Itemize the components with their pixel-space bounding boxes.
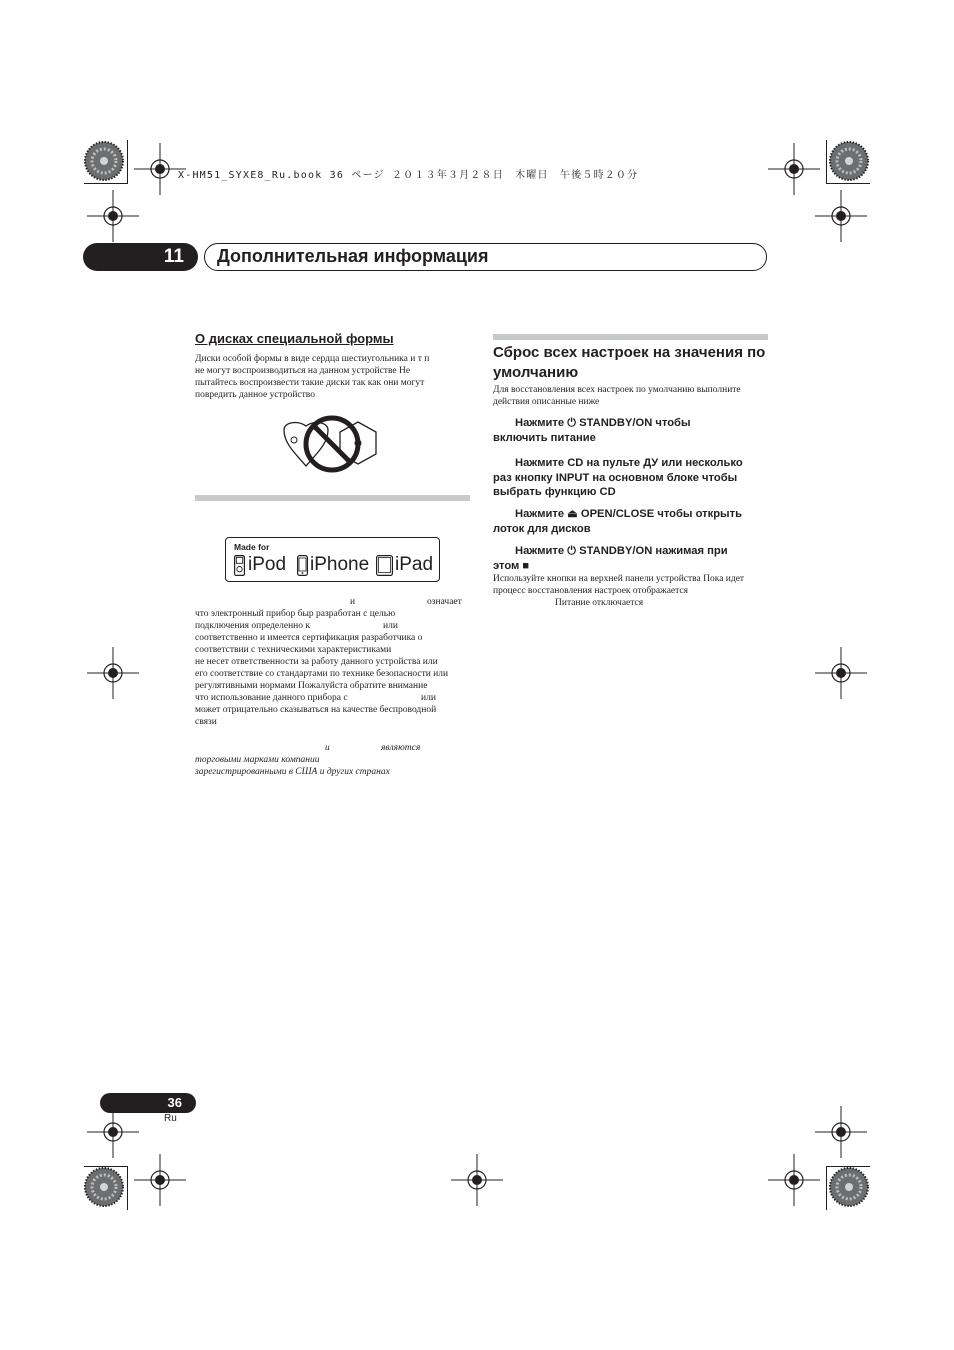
page-number: 36 — [100, 1093, 196, 1113]
registration-mark-icon — [134, 1154, 186, 1206]
crop-mark — [84, 183, 128, 184]
ipod-icon — [234, 555, 245, 576]
text-line: торговыми марками компании — [195, 755, 320, 765]
crop-mark — [127, 140, 128, 184]
text-line: связи — [195, 717, 217, 727]
color-target-icon — [829, 1167, 869, 1207]
print-header: X-HM51_SYXE8_Ru.book 36 ページ ２０１３年３月２８日 木曜日 午後５時２０分 — [178, 170, 639, 181]
step-line: Нажмите ⏻ STANDBY/ON нажимая при — [515, 545, 728, 557]
text-line: подключения определенно к — [195, 621, 310, 631]
language-code: Ru — [164, 1113, 177, 1124]
registration-mark-icon — [815, 190, 867, 242]
step-line: Нажмите ⏏ OPEN/CLOSE чтобы открыть — [515, 508, 742, 520]
legal-paragraph — [195, 608, 448, 728]
text-line: пытайтесь воспроизвести такие диски так как они могут — [195, 378, 425, 388]
text-line: может отрицательно сказываться на качестве беспроводной — [195, 705, 437, 715]
step-line: Нажмите CD на пульте ДУ или несколько — [515, 457, 743, 469]
text-line: не могут воспроизводиться на данном устройстве Не — [195, 366, 411, 376]
trademark-connector: и — [325, 743, 330, 753]
text-line: не несет ответственности за работу данного устройства или — [195, 657, 438, 667]
ipad-label: iPad — [395, 554, 434, 575]
crop-mark — [826, 1166, 827, 1210]
color-target-icon — [84, 1167, 124, 1207]
text-line: соответствии с техническими характеристиками — [195, 645, 392, 655]
registration-mark-icon — [451, 1154, 503, 1206]
made-for-ipod-badge — [225, 537, 440, 582]
reset-step-2 — [493, 456, 773, 500]
registration-mark-icon — [768, 1154, 820, 1206]
step-line: лоток для дисков — [493, 522, 591, 535]
ipad-icon — [376, 555, 393, 576]
text-line: зарегистрированными в США и других странах — [195, 767, 390, 777]
legal-connector: или — [421, 693, 436, 703]
legal-connector: означает — [427, 597, 462, 607]
crop-mark — [127, 1166, 128, 1210]
legal-connector: и — [350, 597, 356, 607]
step-line: раз кнопку INPUT на основном блоке чтобы — [493, 471, 738, 484]
section-divider — [195, 495, 470, 501]
text-line: Диски особой формы в виде сердца шестиугольника и т п — [195, 354, 430, 364]
step-line: выбрать функцию CD — [493, 486, 616, 498]
crop-mark — [826, 183, 870, 184]
text-line: действия описанные ниже — [493, 397, 600, 407]
text-line: Питание отключается — [555, 598, 644, 608]
step-line: этом ■ — [493, 559, 530, 572]
section-heading-special-discs: О дисках специальной формы — [195, 331, 394, 346]
trademark-notice — [195, 754, 390, 778]
text-line: его соответствие со стандартами по технике безопасности или — [195, 669, 449, 679]
section-divider — [493, 334, 768, 340]
trademark-connector: являются — [381, 743, 421, 753]
iphone-label: iPhone — [310, 554, 370, 575]
section-heading-reset: Сброс всех настроек на значения по умолчанию — [493, 344, 766, 381]
chapter-title: Дополнительная информация — [204, 243, 767, 271]
registration-mark-icon — [768, 143, 820, 195]
text-line: что электронный прибор быр разработан с целью — [195, 609, 396, 619]
crop-mark — [826, 140, 827, 184]
text-line: что использование данного прибора с — [195, 693, 348, 703]
text-line: процесс восстановления настроек отображается — [493, 586, 688, 596]
color-target-icon — [84, 141, 124, 181]
reset-step-1 — [493, 416, 773, 445]
text-line: соответственно и имеется сертификация разработчика о — [195, 633, 423, 643]
reset-note — [493, 573, 744, 609]
crop-mark — [826, 1166, 870, 1167]
no-special-discs-icon — [276, 414, 388, 474]
legal-connector: или — [383, 621, 398, 631]
registration-mark-icon — [87, 190, 139, 242]
text-line: Для восстановления всех настроек по умолчанию выполните — [493, 385, 741, 395]
registration-mark-icon — [815, 647, 867, 699]
step-line: Нажмите ⏻ STANDBY/ON чтобы — [515, 417, 691, 429]
text-line: Используйте кнопки на верхней панели устройства Пока идет — [493, 574, 745, 584]
special-discs-paragraph — [195, 353, 429, 401]
reset-intro — [493, 384, 741, 408]
made-for-label: Made for — [234, 542, 270, 552]
color-target-icon — [829, 141, 869, 181]
registration-mark-icon — [815, 1106, 867, 1158]
registration-mark-icon — [87, 647, 139, 699]
text-line: повредить данное устройство — [195, 390, 315, 400]
crop-mark — [84, 1166, 128, 1167]
registration-mark-icon — [87, 1106, 139, 1158]
reset-step-4 — [493, 544, 773, 573]
step-line: включить питание — [493, 431, 596, 444]
text-line: регулятивными нормами Пожалуйста обратите внимание — [195, 681, 428, 691]
chapter-number: 11 — [83, 243, 198, 271]
reset-step-3 — [493, 507, 773, 536]
ipod-label: iPod — [248, 554, 287, 575]
iphone-icon — [297, 555, 308, 576]
